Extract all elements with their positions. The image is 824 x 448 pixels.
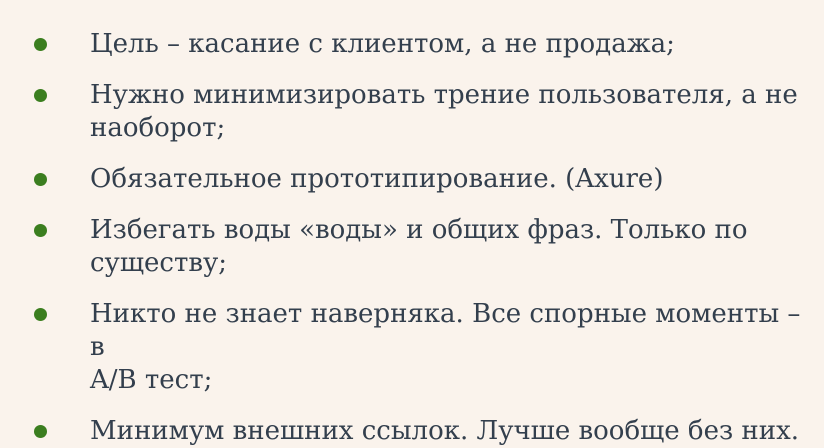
text-line: Минимум внешних ссылок. Лучше вообще без них. bbox=[90, 416, 799, 446]
list-item bbox=[0, 79, 804, 145]
list-item bbox=[0, 214, 804, 280]
text-line: Нужно минимизировать трение пользователя, а не bbox=[90, 80, 798, 110]
list-item-text bbox=[90, 214, 748, 280]
bullet-icon bbox=[34, 425, 47, 438]
bullet-icon bbox=[34, 308, 47, 321]
list-item bbox=[0, 163, 804, 196]
text-line: A/B тест; bbox=[90, 365, 213, 395]
bullet-icon bbox=[34, 38, 47, 51]
list-item bbox=[0, 28, 804, 61]
list-item-text bbox=[90, 79, 798, 145]
text-line: Обязательное прототипирование. (Axure) bbox=[90, 164, 664, 194]
list-item-text bbox=[90, 163, 663, 196]
text-line: Никто не знает наверняка. Все спорные моменты – в bbox=[90, 299, 801, 362]
text-line: Избегать воды «воды» и общих фраз. Только по bbox=[90, 215, 748, 245]
list-item-text bbox=[90, 415, 799, 448]
list-item bbox=[0, 415, 804, 448]
bullet-icon bbox=[34, 224, 47, 237]
text-line: существу; bbox=[90, 248, 228, 278]
list-item-text bbox=[90, 28, 675, 61]
bullet-icon bbox=[34, 173, 47, 186]
list-item-text bbox=[90, 298, 804, 397]
text-line: Цель – касание с клиентом, а не продажа; bbox=[90, 29, 675, 59]
text-line: наоборот; bbox=[90, 113, 226, 143]
bullet-icon bbox=[34, 89, 47, 102]
list-item bbox=[0, 298, 804, 397]
